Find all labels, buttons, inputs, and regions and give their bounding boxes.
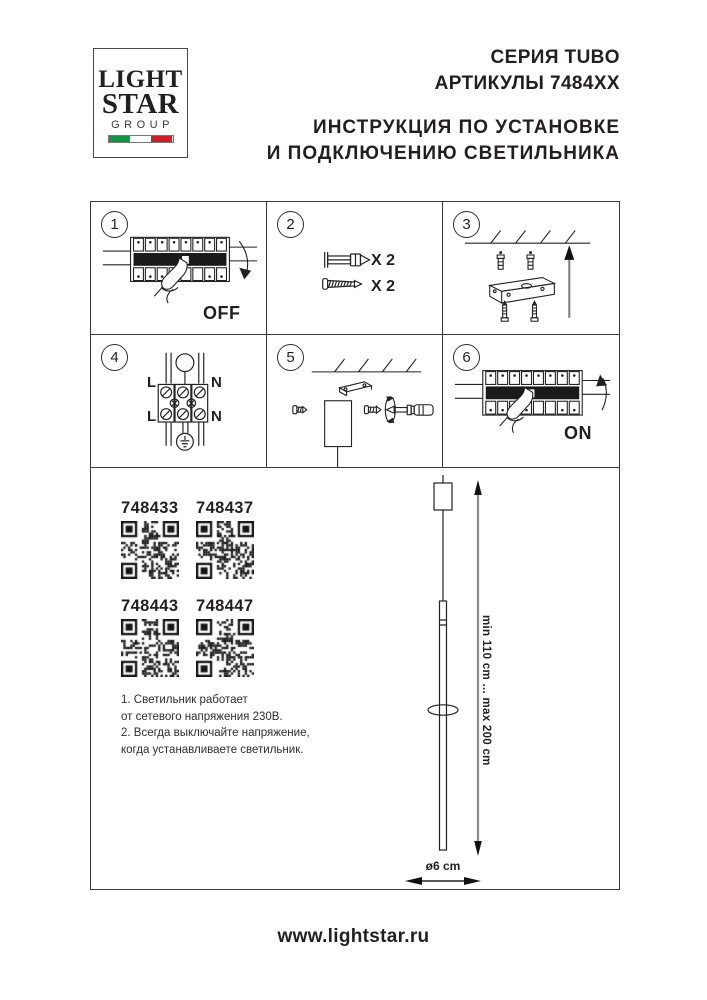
- screw-quantity-label: X 2: [371, 278, 396, 295]
- page-title: [267, 115, 620, 167]
- website-url: www.lightstar.ru: [277, 926, 430, 947]
- lamp-tube-icon: [440, 601, 447, 850]
- page-title-line1: ИНСТРУКЦИЯ ПО УСТАНОВКЕ: [313, 117, 620, 138]
- note-line: когда устанавливаете светильник.: [121, 743, 304, 756]
- steps-grid: [90, 201, 620, 468]
- canopy-box-icon: [325, 400, 352, 446]
- step-4-number-badge: 4: [101, 344, 128, 371]
- arrow-up-icon: [596, 374, 607, 410]
- flag-red: [151, 136, 172, 142]
- neutral-label-bottom: N: [211, 407, 222, 425]
- flag-green: [109, 136, 130, 142]
- screw-up-icon: [501, 300, 538, 321]
- live-label-top: L: [147, 373, 157, 391]
- wall-anchor-icon: [325, 252, 370, 268]
- note-line: 1. Светильник работает: [121, 694, 248, 706]
- flag-white: [130, 136, 151, 142]
- earth-symbol-icon: [177, 433, 194, 450]
- terminal-block-icon: [158, 384, 207, 422]
- anchor-quantity-label: X 2: [371, 252, 396, 269]
- series-title: СЕРИЯ TUBO: [490, 47, 620, 68]
- ceiling-line: [312, 358, 421, 371]
- arrow-up-icon: [564, 245, 574, 318]
- screw-right-icon: [364, 405, 380, 413]
- note-line: 2. Всегда выключайте напряжение,: [121, 727, 310, 739]
- article-number: 748447: [196, 597, 254, 615]
- screw-left-icon: [293, 405, 307, 413]
- step-6-number-badge: 6: [453, 344, 480, 371]
- lightstar-logo: [93, 48, 188, 158]
- step-2-number-badge: 2: [277, 211, 304, 238]
- article-number: 748437: [196, 499, 254, 517]
- canopy-icon: [434, 483, 452, 510]
- anchor-up-icon: [497, 251, 534, 269]
- italian-flag-icon: [108, 135, 174, 143]
- screw-icon: [323, 279, 362, 290]
- article-number: 748443: [121, 597, 179, 615]
- articles-title: АРТИКУЛЫ 7484XX: [434, 73, 620, 94]
- page-title-line2: И ПОДКЛЮЧЕНИЮ СВЕТИЛЬНИКА: [266, 143, 620, 164]
- on-label: ON: [564, 422, 592, 443]
- step-5-number-badge: 5: [277, 344, 304, 371]
- height-dimension-label: min 110 cm ... max 200 cm: [480, 615, 492, 766]
- logo-word-star: STAR: [101, 88, 180, 120]
- article-number: 748433: [121, 499, 179, 517]
- step-6-panel: [443, 335, 619, 468]
- step-2-panel: [267, 202, 443, 335]
- step-1-number-badge: 1: [101, 211, 128, 238]
- step-5-panel: [267, 335, 443, 468]
- off-label: OFF: [203, 303, 241, 323]
- diameter-dimension-label: ø6 cm: [425, 859, 461, 873]
- mounting-bracket-icon: [490, 278, 555, 304]
- pendant-lamp-drawing: [91, 468, 621, 890]
- logo-word-light: LIGHT: [98, 66, 183, 93]
- breaker-bottom-caps: [486, 401, 579, 414]
- step-4-panel: [91, 335, 267, 468]
- note-line: от сетевого напряжения 230В.: [121, 710, 283, 723]
- bracket-icon: [340, 381, 372, 395]
- breaker-top-caps: [486, 371, 579, 384]
- step-1-panel: [91, 202, 267, 335]
- breaker-top-caps: [134, 238, 227, 251]
- lamp-terminal-icon: [176, 353, 194, 371]
- logo-word-group: GROUP: [111, 119, 174, 131]
- details-box: [90, 468, 620, 890]
- neutral-label-top: N: [211, 373, 222, 391]
- step-3-number-badge: 3: [453, 211, 480, 238]
- screwdriver-icon: [386, 404, 433, 414]
- step-3-panel: [443, 202, 619, 335]
- diameter-dimension-arrow: [405, 877, 481, 885]
- ceiling-line: [465, 230, 590, 243]
- header: [267, 45, 620, 167]
- live-label-bottom: L: [147, 407, 157, 425]
